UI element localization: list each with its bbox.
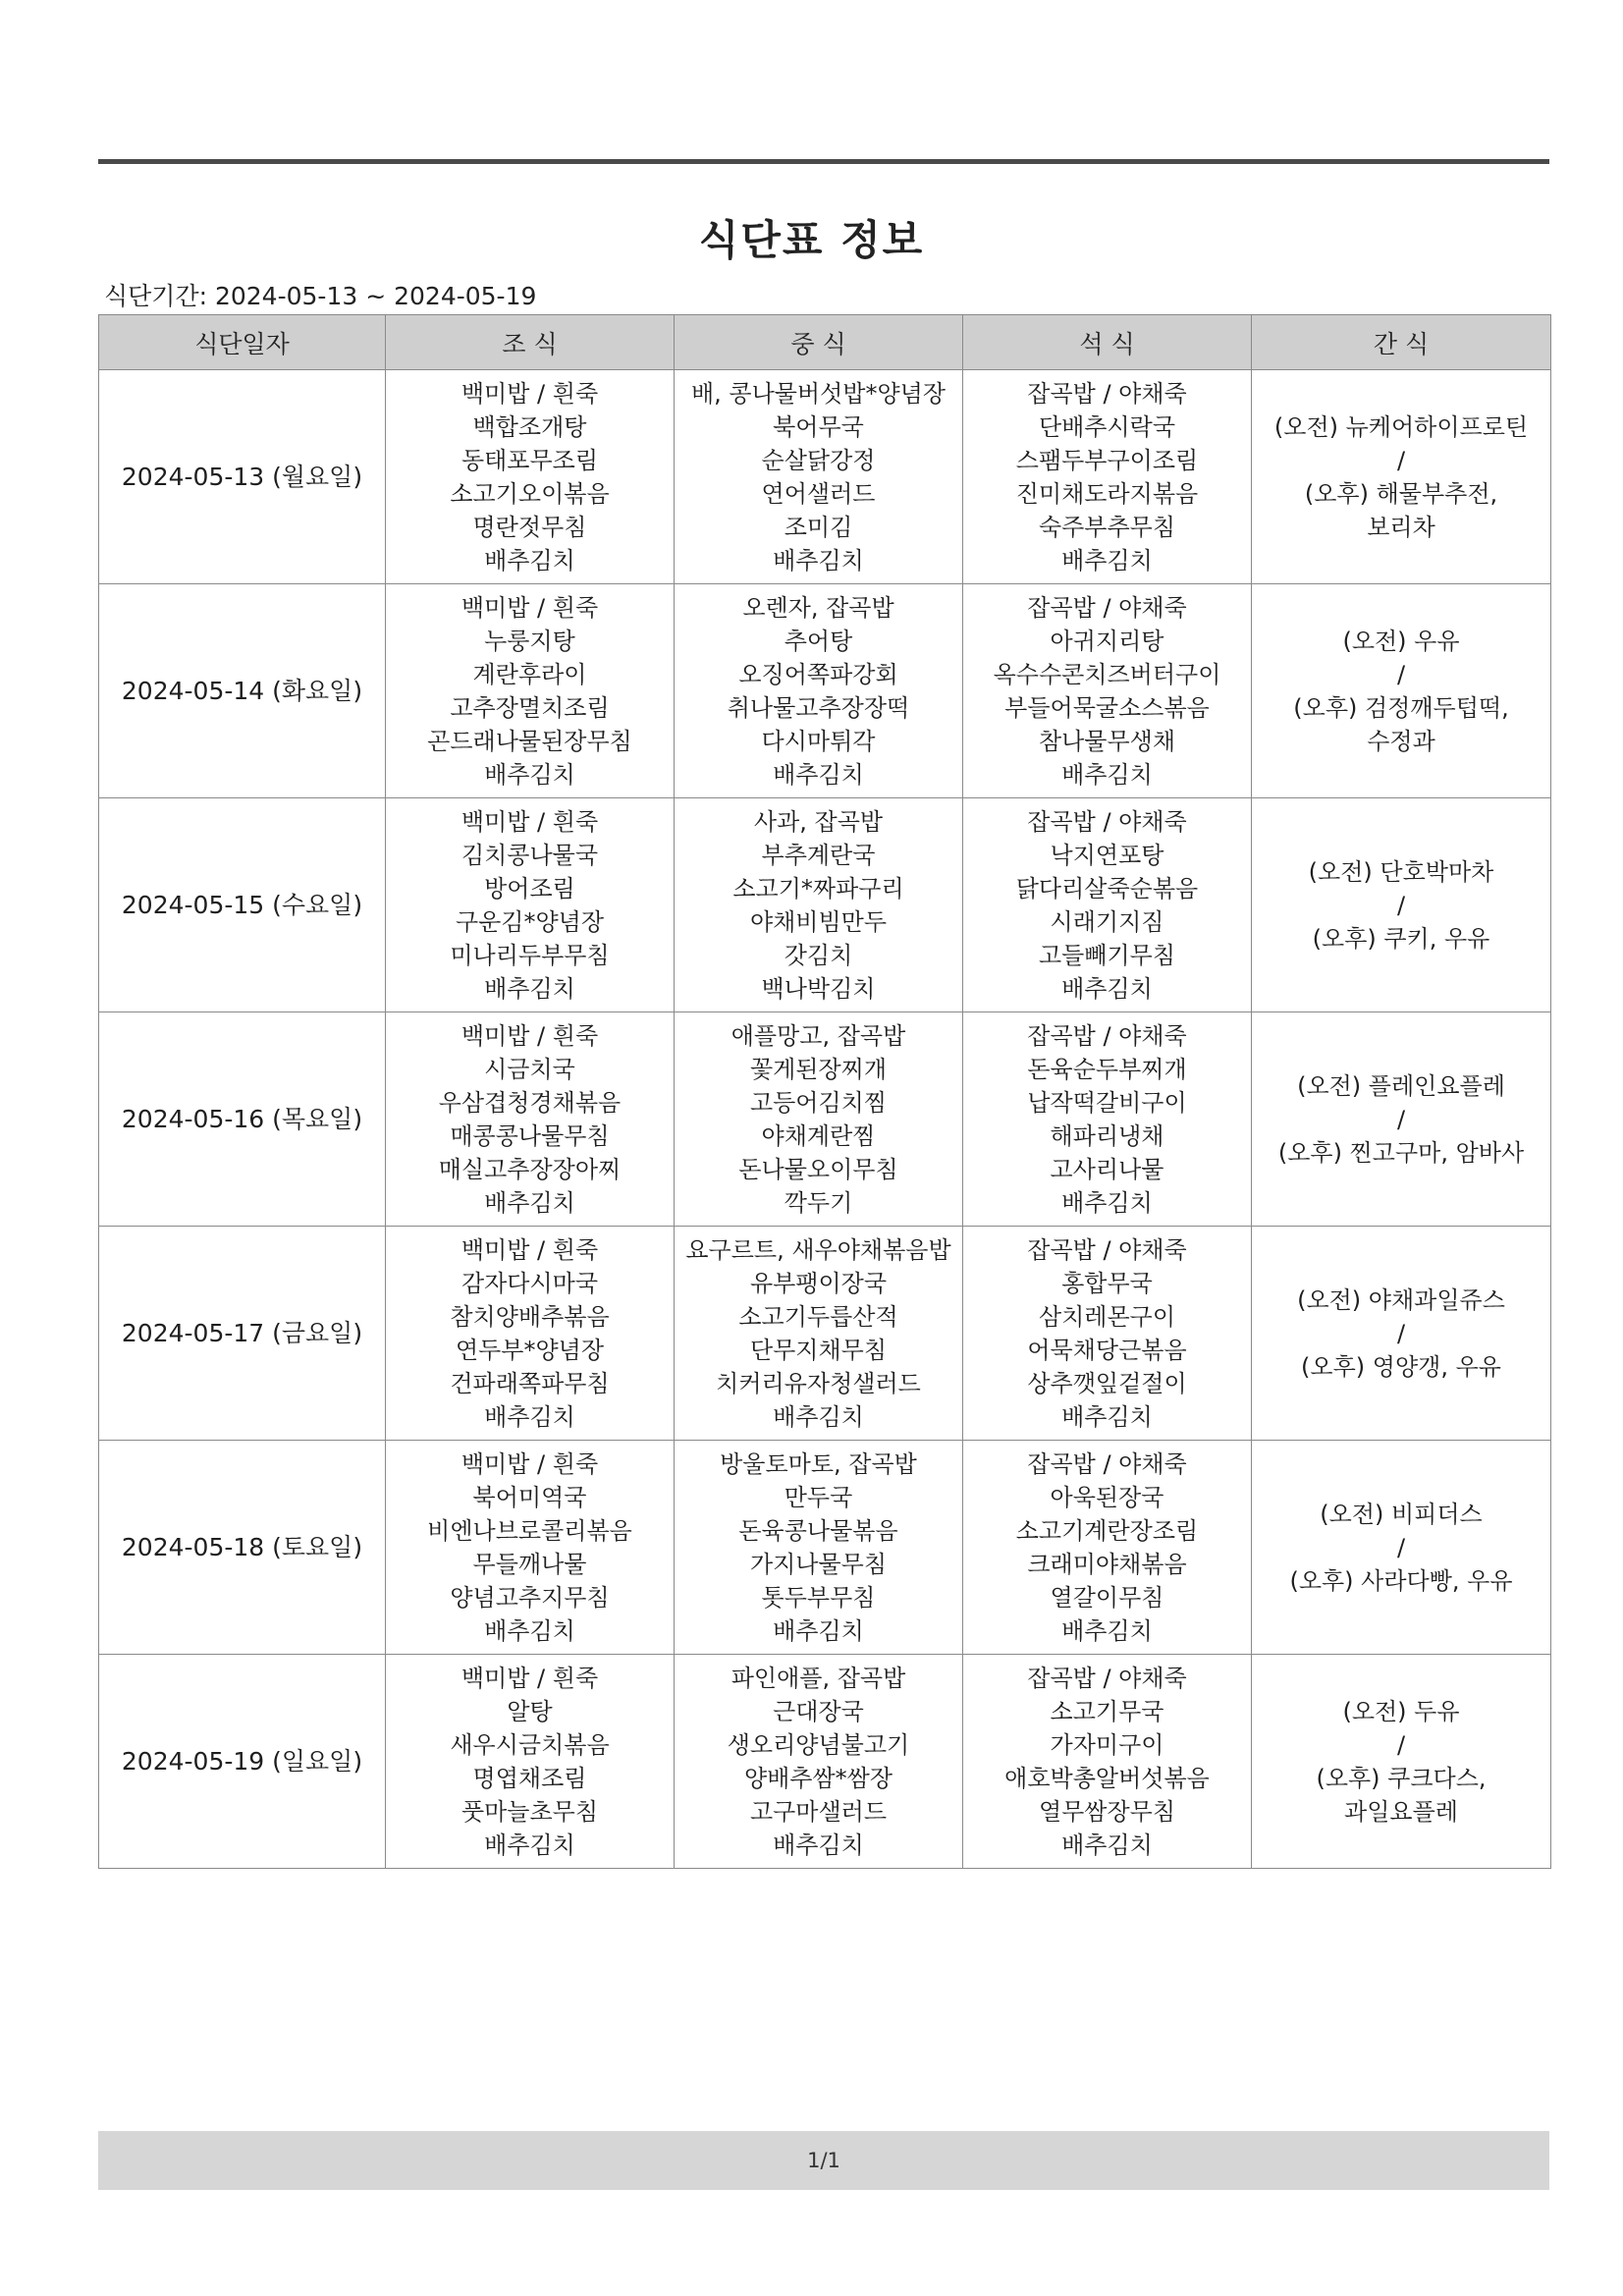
dinner-cell bbox=[963, 584, 1252, 798]
menu-item: 시래기지짐 bbox=[1050, 907, 1164, 936]
menu-item: 김치콩나물국 bbox=[460, 841, 599, 869]
dinner-cell bbox=[963, 798, 1252, 1012]
menu-item: 배추김치 bbox=[484, 1402, 575, 1431]
snack-item: (오전) 두유 bbox=[1342, 1697, 1460, 1725]
menu-item: 스팸두부구이조림 bbox=[1015, 446, 1199, 474]
menu-item: 소고기계란장조림 bbox=[1015, 1516, 1199, 1545]
menu-item: 배추김치 bbox=[773, 546, 864, 574]
menu-item: 갓김치 bbox=[784, 941, 853, 969]
date-cell: 2024-05-19 (일요일) bbox=[99, 1655, 386, 1869]
menu-item: 배추김치 bbox=[484, 1188, 575, 1217]
menu-item: 순살닭강정 bbox=[761, 446, 876, 474]
menu-item: 돈나물오이무침 bbox=[738, 1155, 898, 1183]
menu-item: 아욱된장국 bbox=[1050, 1483, 1164, 1511]
dinner-cell bbox=[963, 1012, 1252, 1227]
menu-item: 백미밥 / 흰죽 bbox=[460, 807, 599, 836]
meal-period: 식단기간: 2024-05-13 ~ 2024-05-19 bbox=[104, 282, 537, 310]
menu-item: 백미밥 / 흰죽 bbox=[460, 1449, 599, 1478]
menu-item: 열갈이무침 bbox=[1050, 1583, 1164, 1612]
table-row bbox=[99, 1012, 1551, 1227]
breakfast-cell bbox=[386, 1441, 675, 1655]
menu-item: 백미밥 / 흰죽 bbox=[460, 1235, 599, 1264]
menu-item: 아귀지리탕 bbox=[1050, 627, 1164, 655]
menu-item: 배추김치 bbox=[773, 1402, 864, 1431]
snack-item: (오후) 찐고구마, 암바사 bbox=[1277, 1138, 1525, 1167]
lunch-cell bbox=[675, 1441, 963, 1655]
snack-cell bbox=[1252, 1012, 1551, 1227]
menu-item: 배추김치 bbox=[1061, 546, 1153, 574]
menu-item: 연두부*양념장 bbox=[455, 1336, 605, 1364]
snack-item: (오후) 검정깨두텁떡, bbox=[1293, 693, 1509, 722]
menu-item: 새우시금치볶음 bbox=[450, 1730, 610, 1759]
snack-item: 수정과 bbox=[1367, 727, 1435, 755]
menu-item: 가지나물무침 bbox=[749, 1550, 888, 1578]
menu-item: 명엽채조림 bbox=[472, 1764, 587, 1792]
menu-item: 양념고추지무침 bbox=[450, 1583, 610, 1612]
menu-item: 계란후라이 bbox=[472, 660, 587, 688]
menu-item: 배추김치 bbox=[1061, 1188, 1153, 1217]
snack-item: / bbox=[1396, 891, 1406, 919]
menu-item: 구운김*양념장 bbox=[455, 907, 605, 936]
menu-item: 배추김치 bbox=[1061, 760, 1153, 789]
table-row bbox=[99, 1227, 1551, 1441]
menu-item: 부추계란국 bbox=[761, 841, 876, 869]
snack-cell bbox=[1252, 1655, 1551, 1869]
menu-item: 배추김치 bbox=[1061, 1616, 1153, 1645]
breakfast-cell bbox=[386, 584, 675, 798]
menu-item: 매실고추장장아찌 bbox=[438, 1155, 622, 1183]
menu-item: 삼치레몬구이 bbox=[1038, 1302, 1176, 1331]
menu-item: 잡곡밥 / 야채죽 bbox=[1027, 807, 1187, 836]
menu-item: 톳두부무침 bbox=[761, 1583, 876, 1612]
menu-item: 깍두기 bbox=[784, 1188, 853, 1217]
menu-item: 배추김치 bbox=[484, 760, 575, 789]
table-row bbox=[99, 798, 1551, 1012]
menu-item: 해파리냉채 bbox=[1050, 1121, 1164, 1150]
menu-item: 근대장국 bbox=[773, 1697, 864, 1725]
meal-plan-table bbox=[98, 314, 1551, 1869]
menu-item: 배추김치 bbox=[484, 1616, 575, 1645]
menu-item: 배추김치 bbox=[1061, 1831, 1153, 1859]
menu-item: 백나박김치 bbox=[761, 974, 876, 1003]
menu-item: 소고기*짜파구리 bbox=[732, 874, 904, 902]
menu-item: 배추김치 bbox=[1061, 974, 1153, 1003]
menu-item: 추어탕 bbox=[784, 627, 853, 655]
menu-item: 돈육콩나물볶음 bbox=[738, 1516, 898, 1545]
table-row bbox=[99, 1441, 1551, 1655]
menu-item: 배추김치 bbox=[773, 760, 864, 789]
lunch-cell bbox=[675, 1012, 963, 1227]
menu-item: 백합조개탕 bbox=[472, 412, 587, 441]
menu-item: 배추김치 bbox=[773, 1831, 864, 1859]
menu-item: 방어조림 bbox=[484, 874, 575, 902]
date-cell: 2024-05-15 (수요일) bbox=[99, 798, 386, 1012]
menu-item: 방울토마토, 잡곡밥 bbox=[720, 1449, 917, 1478]
menu-item: 감자다시마국 bbox=[460, 1269, 599, 1297]
menu-item: 부들어묵굴소스볶음 bbox=[1004, 693, 1210, 722]
menu-item: 파인애플, 잡곡밥 bbox=[730, 1664, 906, 1692]
menu-item: 홍합무국 bbox=[1061, 1269, 1153, 1297]
menu-item: 연어샐러드 bbox=[761, 479, 876, 508]
menu-item: 야채계란찜 bbox=[761, 1121, 876, 1150]
menu-item: 잡곡밥 / 야채죽 bbox=[1027, 1449, 1187, 1478]
page-number: 1/1 bbox=[807, 2149, 840, 2172]
menu-item: 고추장멸치조림 bbox=[450, 693, 610, 722]
menu-item: 잡곡밥 / 야채죽 bbox=[1027, 379, 1187, 408]
menu-item: 돈육순두부찌개 bbox=[1027, 1055, 1187, 1083]
snack-item: (오후) 사라다빵, 우유 bbox=[1289, 1566, 1513, 1595]
menu-item: 북어미역국 bbox=[472, 1483, 587, 1511]
menu-item: 낙지연포탕 bbox=[1050, 841, 1164, 869]
date-cell: 2024-05-16 (목요일) bbox=[99, 1012, 386, 1227]
menu-item: 잡곡밥 / 야채죽 bbox=[1027, 593, 1187, 622]
menu-item: 상추깻잎겉절이 bbox=[1027, 1369, 1187, 1397]
snack-item: / bbox=[1396, 1533, 1406, 1561]
menu-item: 숙주부추무침 bbox=[1038, 513, 1176, 541]
menu-item: 배추김치 bbox=[773, 1616, 864, 1645]
snack-item: (오후) 쿠크다스, bbox=[1316, 1764, 1487, 1792]
dinner-cell bbox=[963, 1227, 1252, 1441]
date-cell: 2024-05-13 (월요일) bbox=[99, 370, 386, 584]
menu-item: 배추김치 bbox=[1061, 1402, 1153, 1431]
menu-item: 잡곡밥 / 야채죽 bbox=[1027, 1235, 1187, 1264]
snack-item: (오전) 우유 bbox=[1342, 627, 1460, 655]
date-cell: 2024-05-18 (토요일) bbox=[99, 1441, 386, 1655]
menu-item: 진미채도라지볶음 bbox=[1015, 479, 1199, 508]
menu-item: 누룽지탕 bbox=[484, 627, 575, 655]
menu-item: 고등어김치찜 bbox=[749, 1088, 888, 1117]
menu-item: 참치양배추볶음 bbox=[450, 1302, 610, 1331]
dinner-cell bbox=[963, 1441, 1252, 1655]
menu-item: 동태포무조림 bbox=[460, 446, 599, 474]
header-breakfast: 조 식 bbox=[386, 315, 675, 370]
snack-cell bbox=[1252, 1227, 1551, 1441]
menu-item: 열무쌈장무침 bbox=[1038, 1797, 1176, 1826]
menu-item: 백미밥 / 흰죽 bbox=[460, 379, 599, 408]
breakfast-cell bbox=[386, 1227, 675, 1441]
menu-item: 소고기두릅산적 bbox=[738, 1302, 898, 1331]
header-snack: 간 식 bbox=[1252, 315, 1551, 370]
lunch-cell bbox=[675, 798, 963, 1012]
menu-item: 비엔나브로콜리볶음 bbox=[427, 1516, 632, 1545]
menu-item: 고구마샐러드 bbox=[749, 1797, 888, 1826]
snack-item: (오전) 야채과일쥬스 bbox=[1297, 1285, 1505, 1314]
snack-item: (오후) 해물부추전, bbox=[1304, 479, 1498, 508]
menu-item: 무들깨나물 bbox=[472, 1550, 587, 1578]
header-date: 식단일자 bbox=[99, 315, 386, 370]
snack-item: (오전) 뉴케어하이프로틴 bbox=[1273, 412, 1529, 441]
menu-item: 가자미구이 bbox=[1050, 1730, 1164, 1759]
menu-item: 백미밥 / 흰죽 bbox=[460, 1021, 599, 1050]
menu-item: 다시마튀각 bbox=[761, 727, 876, 755]
table-row bbox=[99, 1655, 1551, 1869]
menu-item: 사과, 잡곡밥 bbox=[753, 807, 884, 836]
lunch-cell bbox=[675, 584, 963, 798]
snack-item: / bbox=[1396, 446, 1406, 474]
menu-item: 매콩콩나물무침 bbox=[450, 1121, 610, 1150]
breakfast-cell bbox=[386, 1012, 675, 1227]
menu-item: 오렌자, 잡곡밥 bbox=[742, 593, 894, 622]
menu-item: 알탕 bbox=[507, 1697, 553, 1725]
breakfast-cell bbox=[386, 1655, 675, 1869]
snack-item: / bbox=[1396, 660, 1406, 688]
menu-item: 백미밥 / 흰죽 bbox=[460, 1664, 599, 1692]
menu-item: 고들빼기무침 bbox=[1038, 941, 1176, 969]
snack-item: 보리차 bbox=[1367, 513, 1435, 541]
date-cell: 2024-05-17 (금요일) bbox=[99, 1227, 386, 1441]
menu-item: 참나물무생채 bbox=[1038, 727, 1176, 755]
date-cell: 2024-05-14 (화요일) bbox=[99, 584, 386, 798]
lunch-cell bbox=[675, 1655, 963, 1869]
table-header-row bbox=[99, 315, 1551, 370]
menu-item: 곤드래나물된장무침 bbox=[427, 727, 632, 755]
snack-item: / bbox=[1396, 1105, 1406, 1133]
menu-item: 단배추시락국 bbox=[1038, 412, 1176, 441]
menu-item: 배추김치 bbox=[484, 1831, 575, 1859]
menu-item: 옥수수콘치즈버터구이 bbox=[993, 660, 1221, 688]
snack-item: (오후) 쿠키, 우유 bbox=[1312, 924, 1490, 953]
table-row bbox=[99, 370, 1551, 584]
dinner-cell bbox=[963, 1655, 1252, 1869]
menu-item: 닭다리살죽순볶음 bbox=[1015, 874, 1199, 902]
menu-item: 조미김 bbox=[784, 513, 853, 541]
menu-item: 잡곡밥 / 야채죽 bbox=[1027, 1664, 1187, 1692]
table-body bbox=[99, 370, 1551, 1869]
snack-item: 과일요플레 bbox=[1344, 1797, 1458, 1826]
menu-item: 요구르트, 새우야채볶음밥 bbox=[685, 1235, 951, 1264]
menu-item: 크래미야채볶음 bbox=[1027, 1550, 1187, 1578]
page-footer bbox=[98, 2131, 1549, 2190]
snack-item: (오후) 영양갱, 우유 bbox=[1301, 1352, 1501, 1381]
lunch-cell bbox=[675, 370, 963, 584]
menu-item: 잡곡밥 / 야채죽 bbox=[1027, 1021, 1187, 1050]
menu-item: 배추김치 bbox=[484, 974, 575, 1003]
lunch-cell bbox=[675, 1227, 963, 1441]
header-dinner: 석 식 bbox=[963, 315, 1252, 370]
top-divider bbox=[98, 159, 1549, 164]
menu-item: 양배추쌈*쌈장 bbox=[743, 1764, 893, 1792]
breakfast-cell bbox=[386, 798, 675, 1012]
snack-item: / bbox=[1396, 1319, 1406, 1347]
menu-item: 야채비빔만두 bbox=[749, 907, 888, 936]
menu-item: 치커리유자청샐러드 bbox=[716, 1369, 921, 1397]
menu-item: 만두국 bbox=[784, 1483, 853, 1511]
menu-item: 우삼겹청경채볶음 bbox=[438, 1088, 622, 1117]
menu-item: 명란젓무침 bbox=[472, 513, 587, 541]
table-row bbox=[99, 584, 1551, 798]
page-title: 식단표 정보 bbox=[698, 216, 925, 264]
menu-item: 애호박총알버섯볶음 bbox=[1004, 1764, 1210, 1792]
menu-item: 백미밥 / 흰죽 bbox=[460, 593, 599, 622]
header-lunch: 중 식 bbox=[675, 315, 963, 370]
menu-item: 북어무국 bbox=[773, 412, 864, 441]
menu-item: 소고기무국 bbox=[1050, 1697, 1164, 1725]
menu-item: 건파래쪽파무침 bbox=[450, 1369, 610, 1397]
menu-item: 생오리양념불고기 bbox=[727, 1730, 910, 1759]
menu-item: 배, 콩나물버섯밥*양념장 bbox=[690, 379, 947, 408]
menu-item: 시금치국 bbox=[484, 1055, 575, 1083]
menu-item: 배추김치 bbox=[484, 546, 575, 574]
snack-cell bbox=[1252, 584, 1551, 798]
dinner-cell bbox=[963, 370, 1252, 584]
breakfast-cell bbox=[386, 370, 675, 584]
snack-cell bbox=[1252, 370, 1551, 584]
snack-item: (오전) 플레인요플레 bbox=[1297, 1071, 1505, 1100]
snack-cell bbox=[1252, 798, 1551, 1012]
menu-item: 취나물고추장장떡 bbox=[727, 693, 910, 722]
menu-item: 풋마늘초무침 bbox=[460, 1797, 599, 1826]
menu-item: 애플망고, 잡곡밥 bbox=[730, 1021, 906, 1050]
snack-item: / bbox=[1396, 1730, 1406, 1759]
menu-item: 어묵채당근볶음 bbox=[1027, 1336, 1187, 1364]
menu-item: 납작떡갈비구이 bbox=[1027, 1088, 1187, 1117]
menu-item: 단무지채무침 bbox=[749, 1336, 888, 1364]
menu-item: 오징어쪽파강회 bbox=[738, 660, 898, 688]
snack-item: (오전) 단호박마차 bbox=[1308, 857, 1494, 886]
menu-item: 유부팽이장국 bbox=[749, 1269, 888, 1297]
menu-item: 소고기오이볶음 bbox=[450, 479, 610, 508]
snack-item: (오전) 비피더스 bbox=[1320, 1500, 1483, 1528]
snack-cell bbox=[1252, 1441, 1551, 1655]
menu-item: 고사리나물 bbox=[1050, 1155, 1164, 1183]
menu-item: 미나리두부무침 bbox=[450, 941, 610, 969]
menu-item: 꽃게된장찌개 bbox=[749, 1055, 888, 1083]
